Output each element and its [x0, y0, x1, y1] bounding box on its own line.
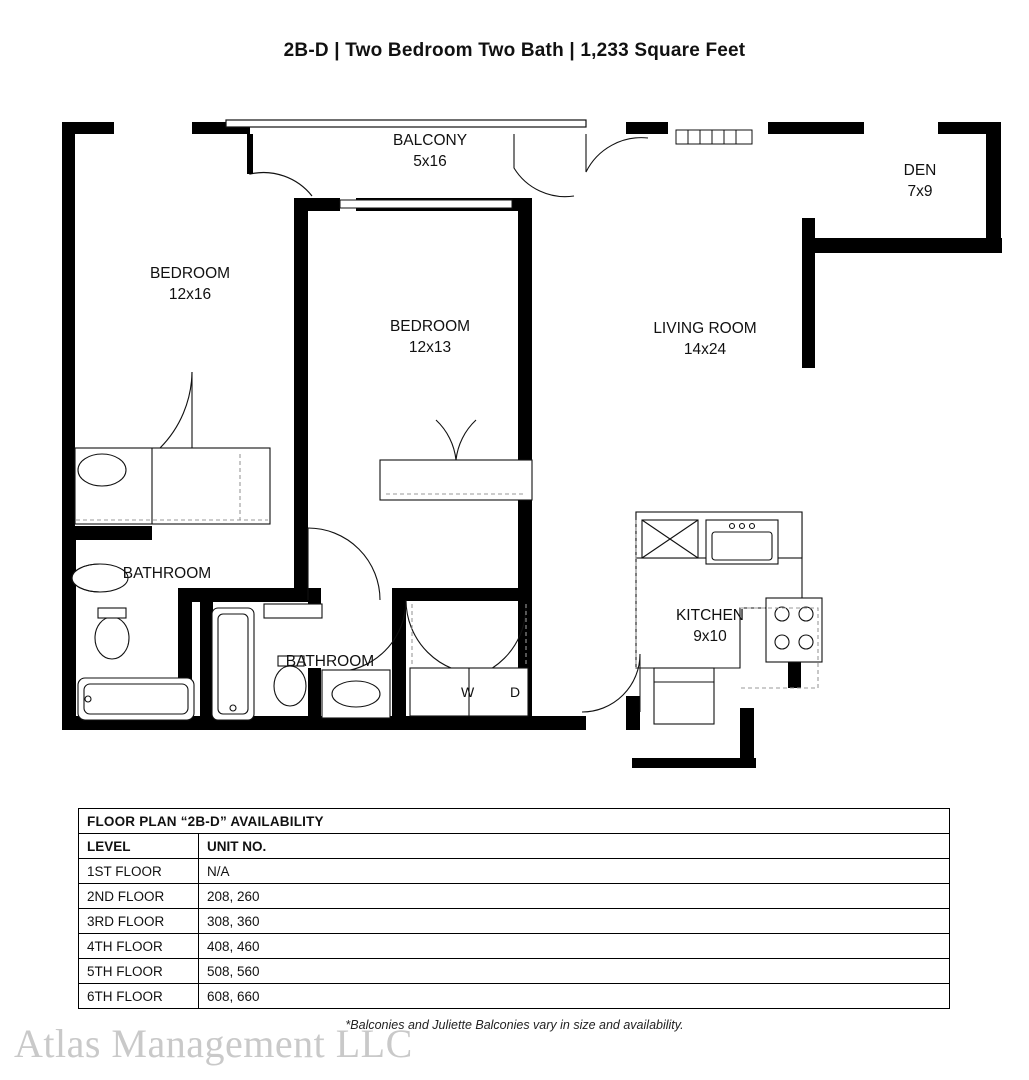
- column-header-level: LEVEL: [79, 834, 199, 859]
- units-cell: 608, 660: [199, 984, 950, 1009]
- floorplan-drawing: [40, 108, 1020, 768]
- room-label-bedroom-1: BEDROOM 12x16: [149, 265, 231, 303]
- level-cell: 5TH FLOOR: [79, 959, 199, 984]
- level-cell: 4TH FLOOR: [79, 934, 199, 959]
- level-cell: 6TH FLOOR: [79, 984, 199, 1009]
- room-label-kitchen: KITCHEN 9x10: [675, 607, 745, 645]
- floorplan-svg: [40, 108, 1020, 768]
- footnote: *Balconies and Juliette Balconies vary in size and availability.: [345, 1018, 684, 1032]
- page-title: 2B-D | Two Bedroom Two Bath | 1,233 Square Feet: [283, 40, 746, 61]
- table-row: [79, 859, 950, 884]
- units-cell: 208, 260: [199, 884, 950, 909]
- table-row: [79, 959, 950, 984]
- dryer-label: D: [510, 684, 521, 700]
- room-label-den: DEN 7x9: [903, 162, 937, 200]
- room-label-bedroom-2: BEDROOM 12x13: [389, 318, 471, 356]
- room-label-bathroom-2: BATHROOM: [285, 653, 375, 670]
- table-row: [79, 884, 950, 909]
- units-cell: 408, 460: [199, 934, 950, 959]
- table-row: [79, 934, 950, 959]
- table-row: [79, 984, 950, 1009]
- units-cell: 508, 560: [199, 959, 950, 984]
- table-column-header-row: [79, 834, 950, 859]
- washer-label: W: [461, 684, 475, 700]
- availability-heading: FLOOR PLAN “2B-D” AVAILABILITY: [79, 809, 950, 834]
- table-heading-row: [79, 809, 950, 834]
- level-cell: 3RD FLOOR: [79, 909, 199, 934]
- units-cell: N/A: [199, 859, 950, 884]
- level-cell: 2ND FLOOR: [79, 884, 199, 909]
- watermark: Atlas Management LLC: [14, 1021, 413, 1066]
- table-row: [79, 909, 950, 934]
- level-cell: 1ST FLOOR: [79, 859, 199, 884]
- room-label-balcony: BALCONY 5x16: [392, 132, 468, 170]
- room-label-living-room: LIVING ROOM 14x24: [653, 320, 757, 358]
- availability-table: [78, 808, 950, 1009]
- units-cell: 308, 360: [199, 909, 950, 934]
- room-label-bathroom-1: BATHROOM: [122, 565, 212, 582]
- column-header-unit: UNIT NO.: [199, 834, 950, 859]
